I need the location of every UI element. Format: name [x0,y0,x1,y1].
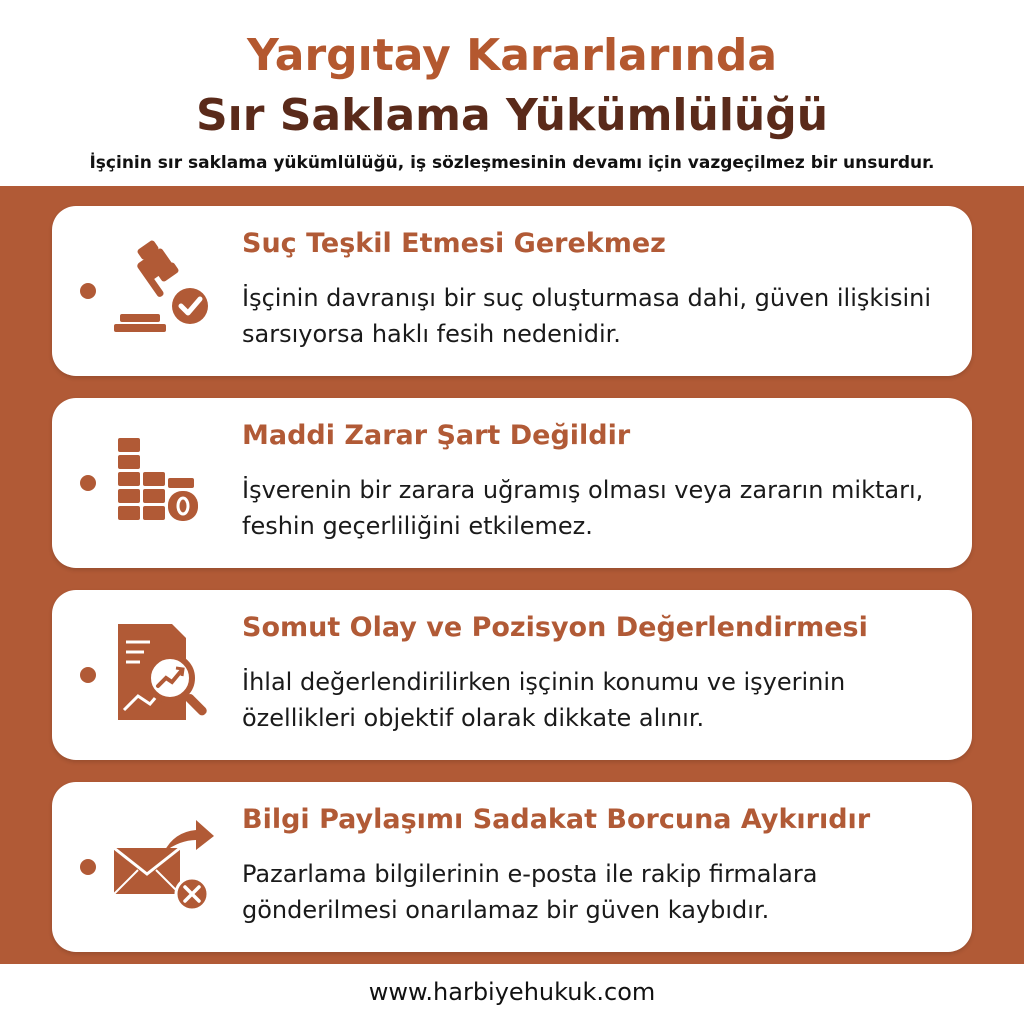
card-no-crime-required [52,206,972,376]
content-band [0,186,1024,964]
card-information-sharing [52,782,972,952]
document-magnifier-icon [110,620,220,730]
bullet-dot [80,283,96,299]
card-title: Somut Olay ve Pozisyon Değerlendirmesi [242,612,868,643]
page-title-line-2: Sır Saklama Yükümlülüğü [195,90,829,141]
card-no-financial-damage [52,398,972,568]
card-case-evaluation [52,590,972,760]
bullet-dot [80,859,96,875]
card-text: İşçinin davranışı bir suç oluşturmasa dahi, güven ilişkisini sarsıyorsa haklı fesih nedenidir. [242,284,932,348]
card-text: İhlal değerlendirilirken işçinin konumu ve işyerinin özellikleri objektif olarak dikkate alınır. [242,668,846,732]
card-text: Pazarlama bilgilerinin e-posta ile rakip firmalara gönderilmesi onarılamaz bir güven kaybıdır. [242,860,818,924]
header [0,0,1024,186]
card-title: Suç Teşkil Etmesi Gerekmez [242,228,666,259]
coins-zero-icon [110,428,220,538]
gavel-check-icon [110,236,220,346]
page-title-line-1: Yargıtay Kararlarında [246,30,778,81]
bullet-dot [80,475,96,491]
card-title: Bilgi Paylaşımı Sadakat Borcuna Aykırıdır [242,804,871,835]
footer-url[interactable]: www.harbiyehukuk.com [368,978,656,1006]
page-subtitle: İşçinin sır saklama yükümlülüğü, iş sözleşmesinin devamı için vazgeçilmez bir unsurdur. [89,153,935,173]
bullet-dot [80,667,96,683]
card-title: Maddi Zarar Şart Değildir [242,420,631,451]
card-text: İşverenin bir zarara uğramış olması veya zararın miktarı, feshin geçerliliğini etkilemez. [242,476,924,540]
envelope-forward-x-icon [110,812,220,922]
